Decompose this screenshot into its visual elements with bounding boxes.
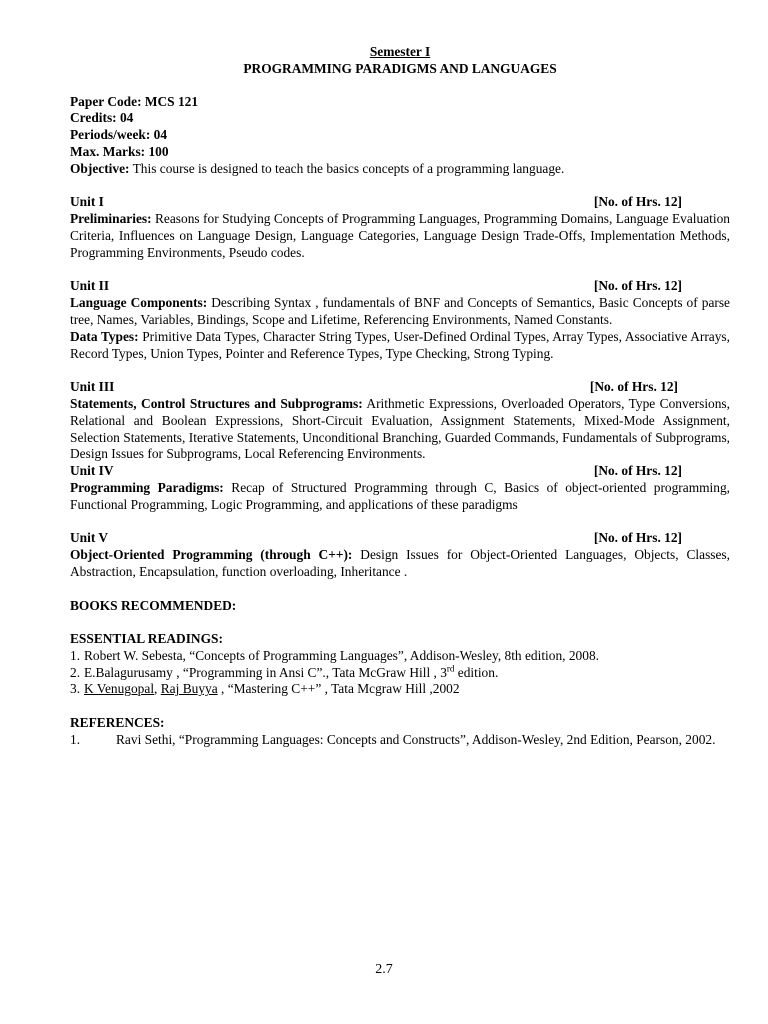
book-citation: E.Balagurusamy , “Programming in Ansi C”., Tata McGraw Hill , 3rd edition. [84,663,499,680]
references-heading: REFERENCES: [70,715,165,731]
topic-text: Primitive Data Types, Character String Types, User-Defined Ordinal Types, Array Types, Associative Arrays, Record Types, Union Types, Pointer and Reference Types, Type Checking, Strong Typing. [70,328,730,361]
book-citation: Ravi Sethi, “Programming Languages: Concepts and Constructs”, Addison-Wesley, 2nd Edition, Pearson, 2002. [116,731,716,747]
list-number: 2. [70,664,81,680]
topic-heading: Data Types: [70,328,139,344]
unit-4 [70,463,730,513]
unit-paragraph [70,480,730,514]
unit-label: Unit III [70,379,115,395]
list-item [70,665,730,682]
unit-hours: [No. of Hrs. 12] [593,530,682,546]
essential-readings-list [70,648,730,698]
book-citation: Robert W. Sebesta, “Concepts of Programming Languages”, Addison-Wesley, 8th edition, 2008. [84,647,599,663]
unit-2 [70,278,730,362]
credits: Credits: 04 [70,110,134,126]
book-citation: K Venugopal, Raj Buyya , “Mastering C++” , Tata Mcgraw Hill ,2002 [84,681,460,697]
objective [70,161,730,178]
list-number: 1. [70,647,81,663]
unit-5 [70,530,730,580]
course-title: PROGRAMMING PARADIGMS AND LANGUAGES [243,60,557,76]
references-list [70,732,730,749]
unit-header [70,278,730,295]
topic-heading: Programming Paradigms: [70,479,224,495]
periods-per-week: Periods/week: 04 [70,127,168,143]
topic-heading: Statements, Control Structures and Subprograms: [70,395,363,411]
unit-3 [70,379,730,463]
unit-paragraph [70,329,730,363]
unit-paragraph [70,547,730,581]
unit-label: Unit I [70,194,104,210]
topic-text: Recap of Structured Programming through C, Basics of object-oriented programming, Functional Programming, Logic Programming, and applications of these paradigms [70,479,730,512]
paper-code: Paper Code: MCS 121 [70,93,199,109]
list-item [70,648,730,665]
unit-header [70,194,730,211]
list-item [70,681,730,698]
topic-heading: Language Components: [70,295,208,311]
unit-label: Unit II [70,278,110,294]
topic-heading: Preliminaries: [70,211,152,227]
unit-hours: [No. of Hrs. 12] [593,278,682,294]
unit-paragraph [70,396,730,463]
list-item [70,732,730,749]
unit-paragraph [70,211,730,261]
unit-hours: [No. of Hrs. 12] [593,463,682,479]
objective-label: Objective: [70,160,130,176]
author-link[interactable]: K Venugopal [84,681,155,697]
topic-text: Reasons for Studying Concepts of Programming Languages, Programming Domains, Language Evaluation Criteria, Influences on Language Design, Language Categories, Language Design Trade-Offs, Implementation Methods, Programming Environments, Pseudo codes. [70,211,730,260]
page-number: 2.7 [375,962,393,977]
books-recommended-heading: BOOKS RECOMMENDED: [70,597,237,613]
unit-paragraph [70,295,730,329]
unit-label: Unit V [70,530,109,546]
syllabus-page [70,44,730,749]
unit-hours: [No. of Hrs. 12] [593,194,682,210]
objective-text: This course is designed to teach the basics concepts of a programming language. [129,160,565,176]
topic-heading: Object-Oriented Programming (through C++): [70,547,353,563]
course-meta [70,94,730,178]
title-block [70,44,730,78]
topic-text: Design Issues for Object-Oriented Languages, Objects, Classes, Abstraction, Encapsulation, function overloading, Inheritance . [70,547,730,579]
unit-header [70,530,730,547]
unit-1 [70,194,730,261]
topic-text: Describing Syntax , fundamentals of BNF and Concepts of Semantics, Basic Concepts of parse tree, Names, Variables, Bindings, Scope and Lifetime, Referencing Environments, Named Constants. [70,295,730,327]
list-number: 1. [70,731,81,747]
list-number: 3. [70,681,81,697]
unit-header [70,463,730,480]
unit-header [70,379,730,396]
author-link[interactable]: Raj Buyya [160,681,218,697]
unit-hours: [No. of Hrs. 12] [589,379,678,395]
max-marks: Max. Marks: 100 [70,143,169,159]
topic-text: Arithmetic Expressions, Overloaded Operators, Type Conversions, Relational and Boolean Expressions, Short-Circuit Evaluation, Assignment Statements, Mixed-Mode Assignment, Selection Statements, Iterative Statements, Unconditional Branching, Guarded Commands, Fundamentals of Subprograms, Design Issues for Subprograms, Local Referencing Environments. [70,395,730,462]
unit-label: Unit IV [70,463,114,479]
semester-heading: Semester I [369,44,431,59]
essential-readings-heading: ESSENTIAL READINGS: [70,631,223,647]
